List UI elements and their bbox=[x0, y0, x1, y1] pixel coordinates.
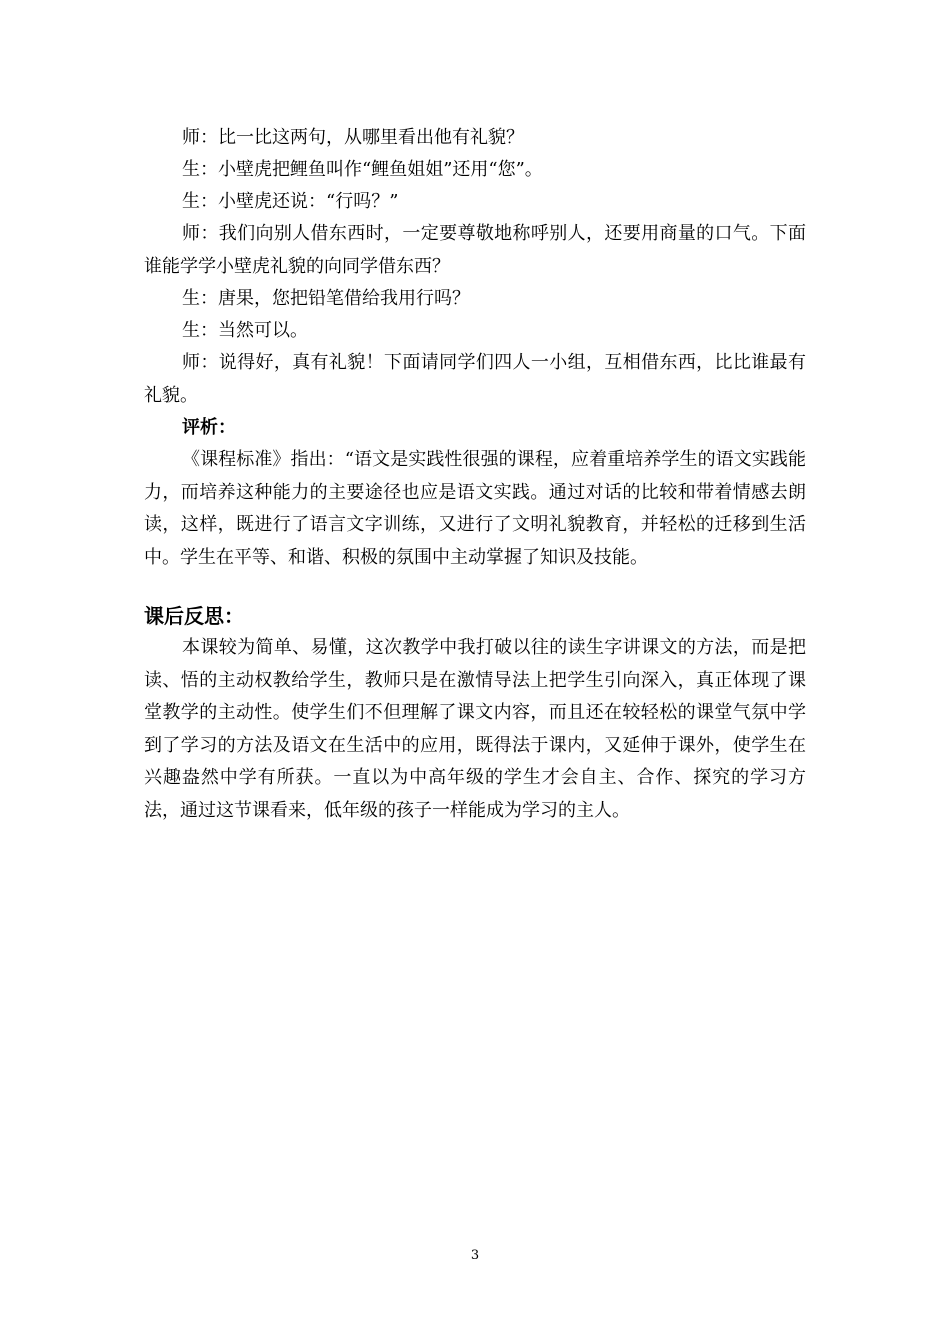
document-body bbox=[144, 122, 806, 827]
reflection-paragraph: 本课较为简单、易懂，这次教学中我打破以往的读生字讲课文的方法，而是把读、悟的主动权教给学生，教师只是在激情导法上把学生引向深入，真正体现了课堂教学的主动性。使学生们不但理解了课文内容，而且还在较轻松的课堂气氛中学到了学习的方法及语文在生活中的应用，既得法于课内，又延伸于课外，使学生在兴趣盎然中学有所获。一直以为中高年级的学生才会自主、合作、探究的学习方法，通过这节课看来，低年级的孩子一样能成为学习的主人。 bbox=[144, 637, 806, 821]
dialogue-teacher-paragraph: 师：我们向别人借东西时，一定要尊敬地称呼别人，还要用商量的口气。下面谁能学学小壁虎礼貌的向同学借东西？ bbox=[144, 223, 806, 277]
dialogue-student-line: 生：唐果，您把铅笔借给我用行吗？ bbox=[182, 288, 470, 309]
reflection-heading: 课后反思： bbox=[144, 604, 244, 628]
dialogue-student-line: 生：小壁虎还说：“行吗？” bbox=[182, 191, 399, 212]
dialogue-teacher-paragraph: 师：说得好，真有礼貌！下面请同学们四人一小组，互相借东西，比比谁最有礼貌。 bbox=[144, 352, 806, 406]
page-number: 3 bbox=[470, 1248, 480, 1263]
dialogue-teacher-line: 师：比一比这两句，从哪里看出他有礼貌？ bbox=[182, 127, 524, 148]
dialogue-student-line: 生：当然可以。 bbox=[182, 320, 308, 341]
section-spacer bbox=[144, 574, 806, 600]
dialogue-student-line: 生：小壁虎把鲤鱼叫作“鲤鱼姐姐”还用“您”。 bbox=[182, 159, 543, 180]
analysis-paragraph: 《课程标准》指出：“语文是实践性很强的课程，应着重培养学生的语文实践能力，而培养这种能力的主要途径也应是语文实践。通过对话的比较和带着情感去朗读，这样，既进行了语言文字训练，又进行了文明礼貌教育，并轻松的迁移到生活中。学生在平等、和谐、积极的氛围中主动掌握了知识及技能。 bbox=[144, 449, 806, 568]
analysis-label: 评析： bbox=[182, 417, 236, 438]
